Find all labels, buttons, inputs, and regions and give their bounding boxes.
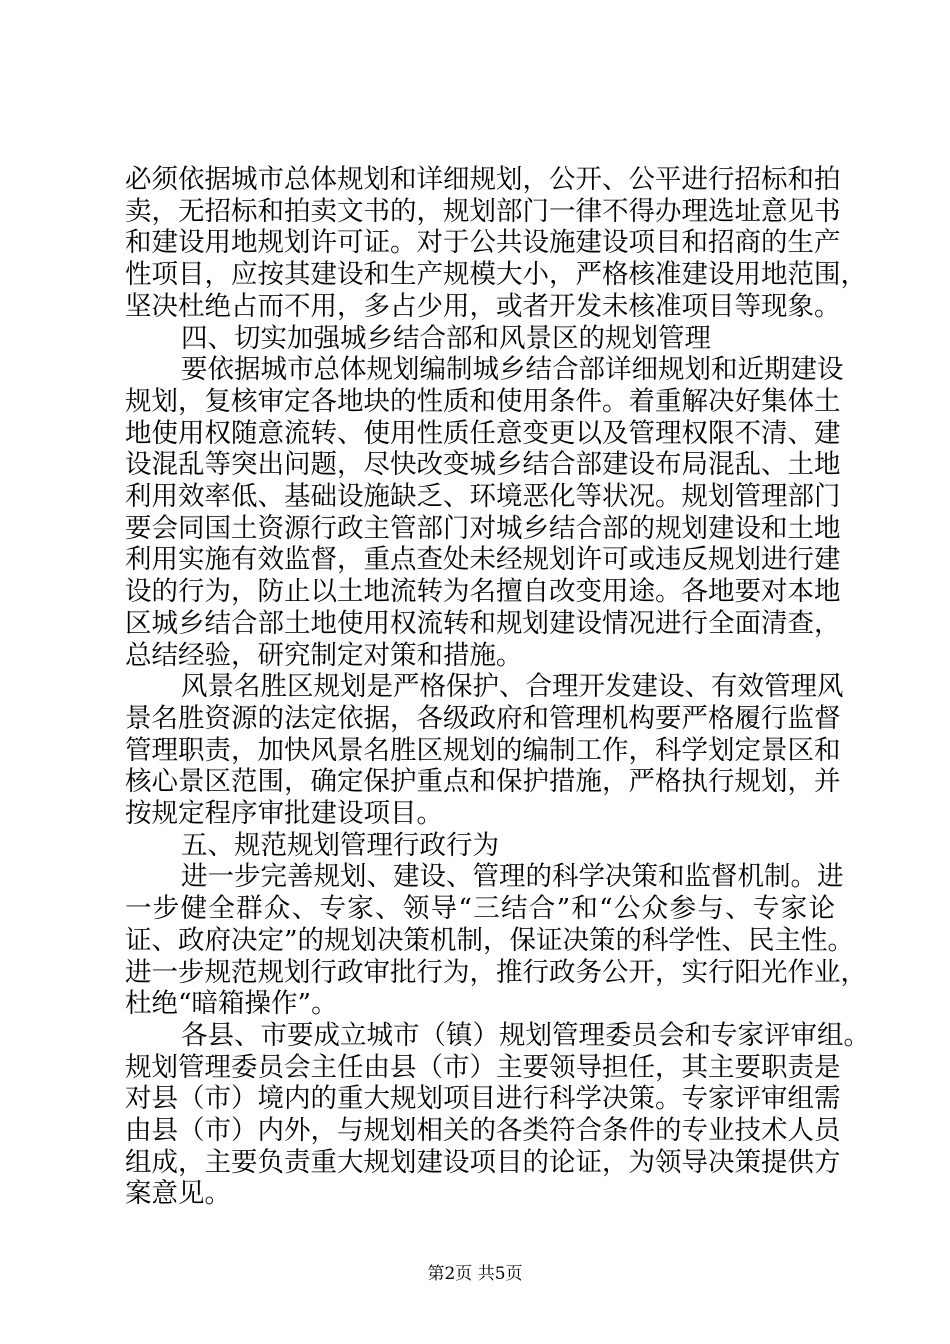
paragraph-line: 规划管理委员会主任由县（市）主要领导担任，其主要职责是 — [125, 1051, 841, 1083]
paragraph-line: 进一步规范规划行政审批行为，推行政务公开，实行阳光作业， — [125, 956, 867, 988]
paragraph-line: 地使用权随意流转、使用性质任意变更以及管理权限不清、建 — [125, 417, 841, 449]
section-heading: 四、切实加强城乡结合部和风景区的规划管理 — [181, 322, 711, 354]
paragraph-line: 利用实施有效监督，重点查处未经规划许可或违反规划进行建 — [125, 544, 841, 576]
paragraph-line: 风景名胜区规划是严格保护、合理开发建设、有效管理风 — [181, 671, 844, 703]
paragraph-line: 坚决杜绝占而不用，多占少用，或者开发未核准项目等现象。 — [125, 290, 841, 322]
paragraph-line: 要依据城市总体规划编制城乡结合部详细规划和近期建设 — [181, 354, 844, 386]
paragraph-line: 总结经验，研究制定对策和措施。 — [125, 639, 523, 671]
paragraph-line: 对县（市）境内的重大规划项目进行科学决策。专家评审组需 — [125, 1083, 841, 1115]
paragraph-line: 案意见。 — [125, 1178, 231, 1210]
paragraph-line: 规划，复核审定各地块的性质和使用条件。着重解决好集体土 — [125, 385, 841, 417]
paragraph-line: 组成，主要负责重大规划建设项目的论证，为领导决策提供方 — [125, 1146, 841, 1178]
paragraph-line: 证、政府决定”的规划决策机制，保证决策的科学性、民主性。 — [125, 924, 855, 956]
paragraph-line: 区城乡结合部土地使用权流转和规划建设情况进行全面清查， — [125, 607, 841, 639]
paragraph-line: 性项目，应按其建设和生产规模大小，严格核准建设用地范围， — [125, 259, 867, 291]
paragraph-line: 由县（市）内外，与规划相关的各类符合条件的专业技术人员 — [125, 1115, 841, 1146]
paragraph-line: 核心景区范围，确定保护重点和保护措施，严格执行规划，并 — [125, 766, 841, 798]
paragraph-line: 必须依据城市总体规划和详细规划，公开、公平进行招标和拍 — [125, 164, 841, 195]
paragraph-line: 景名胜资源的法定依据，各级政府和管理机构要严格履行监督 — [125, 702, 841, 734]
paragraph-line: 要会同国土资源行政主管部门对城乡结合部的规划建设和土地 — [125, 512, 841, 544]
paragraph-line: 设的行为，防止以土地流转为名擅自改变用途。各地要对本地 — [125, 576, 841, 608]
section-heading: 五、规范规划管理行政行为 — [181, 829, 499, 861]
paragraph-line: 卖，无招标和拍卖文书的，规划部门一律不得办理选址意见书 — [125, 195, 841, 227]
paragraph-line: 进一步完善规划、建设、管理的科学决策和监督机制。进 — [181, 861, 844, 893]
paragraph-line: 各县、市要成立城市（镇）规划管理委员会和专家评审组。 — [181, 1019, 870, 1051]
paragraph-line: 设混乱等突出问题，尽快改变城乡结合部建设布局混乱、土地 — [125, 449, 841, 481]
paragraph-line: 利用效率低、基础设施缺乏、环境恶化等状况。规划管理部门 — [125, 481, 841, 512]
page-number-footer: 第2页 共5页 — [427, 1264, 523, 1284]
paragraph-line: 一步健全群众、专家、领导“三结合”和“公众参与、专家论 — [125, 893, 835, 925]
paragraph-line: 杜绝“暗箱操作”。 — [125, 988, 338, 1020]
paragraph-line: 按规定程序审批建设项目。 — [125, 798, 443, 829]
paragraph-line: 和建设用地规划许可证。对于公共设施建设项目和招商的生产 — [125, 227, 841, 259]
paragraph-line: 管理职责，加快风景名胜区规划的编制工作，科学划定景区和 — [125, 734, 841, 766]
